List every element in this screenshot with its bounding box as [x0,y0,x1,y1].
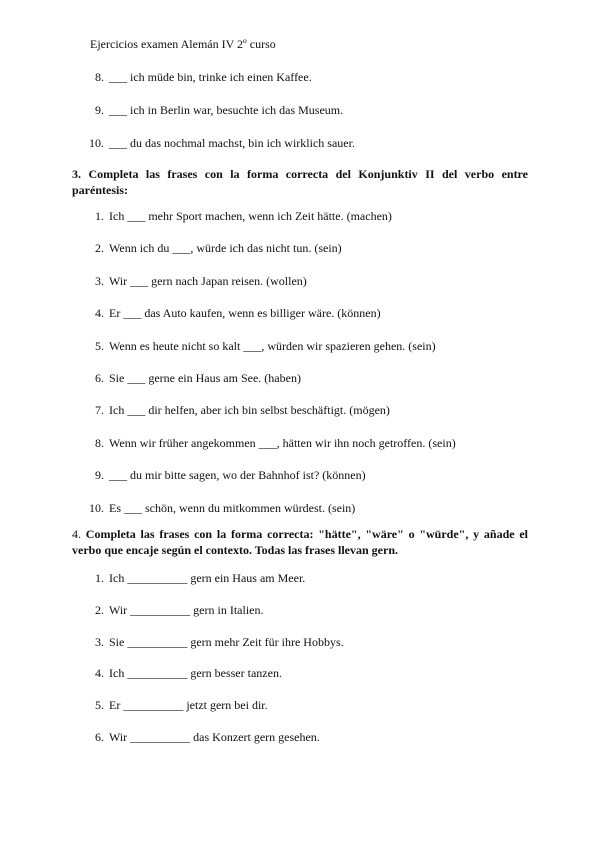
item-text: Wir __________ gern in Italien. [109,602,264,617]
item-text: ___ du das nochmal machst, bin ich wirklich sauer. [109,136,355,150]
item-number: 5. [95,338,104,353]
item-number: 8. [95,70,104,84]
item-number: 9. [95,103,104,117]
exercise-3-heading-text: 3. Completa las frases con la forma correcta del Konjunktiv II del verbo entre paréntesis: [72,167,528,197]
item-number: 6. [95,371,104,385]
document-header: Ejercicios examen Alemán IV 2º curso [90,37,276,51]
item-text: Er ___ das Auto kaufen, wenn es billiger wäre. (können) [109,306,381,321]
item-number: 3. [95,273,104,288]
item-text: Es ___ schön, wenn du mitkommen würdest. (sein) [109,500,356,515]
item-text: ___ ich in Berlin war, besuchte ich das Museum. [109,103,344,117]
exercise-4-heading-number: 4. [72,527,81,541]
item-number: 5. [95,698,104,713]
item-text: Wir __________ das Konzert gern gesehen. [109,730,320,744]
item-number: 6. [95,730,104,744]
item-number: 10. [89,136,104,150]
exercise-4-heading-text: Completa las frases con la forma correcta: "hätte", "wäre" o "würde", y añade el verbo que encaje según el contexto. Todas las frases llevan gern. [72,527,529,557]
item-text: Ich ___ mehr Sport machen, wenn ich Zeit hätte. (machen) [109,209,392,223]
item-number: 3. [95,634,104,649]
item-text: Wenn wir früher angekommen ___, hätten wir ihn noch getroffen. (sein) [109,435,456,450]
item-text: Sie __________ gern mehr Zeit für ihre Hobbys. [109,634,344,649]
item-text: ___ ich müde bin, trinke ich einen Kaffee. [109,70,312,84]
item-text: Sie ___ gerne ein Haus am See. (haben) [109,371,301,385]
item-number: 4. [95,306,104,321]
item-text: Wenn ich du ___, würde ich das nicht tun. (sein) [109,241,342,256]
item-text: Ich __________ gern ein Haus am Meer. [109,571,306,585]
item-number: 1. [95,209,104,223]
item-number: 8. [95,435,104,450]
item-text: Er __________ jetzt gern bei dir. [109,698,268,713]
item-text: Ich ___ dir helfen, aber ich bin selbst beschäftigt. (mögen) [109,403,390,418]
exercise-4-heading [72,526,528,558]
item-text: ___ du mir bitte sagen, wo der Bahnhof ist? (können) [109,468,366,483]
item-text: Wir ___ gern nach Japan reisen. (wollen) [109,273,307,288]
exercise-3-heading [72,166,528,198]
item-number: 4. [95,666,104,681]
item-number: 2. [95,241,104,256]
item-number: 9. [95,468,104,483]
item-number: 7. [95,403,104,418]
item-number: 1. [95,571,104,585]
item-text: Ich __________ gern besser tanzen. [109,666,282,681]
item-text: Wenn es heute nicht so kalt ___, würden wir spazieren gehen. (sein) [109,338,436,353]
item-number: 2. [95,602,104,617]
item-number: 10. [89,500,104,515]
